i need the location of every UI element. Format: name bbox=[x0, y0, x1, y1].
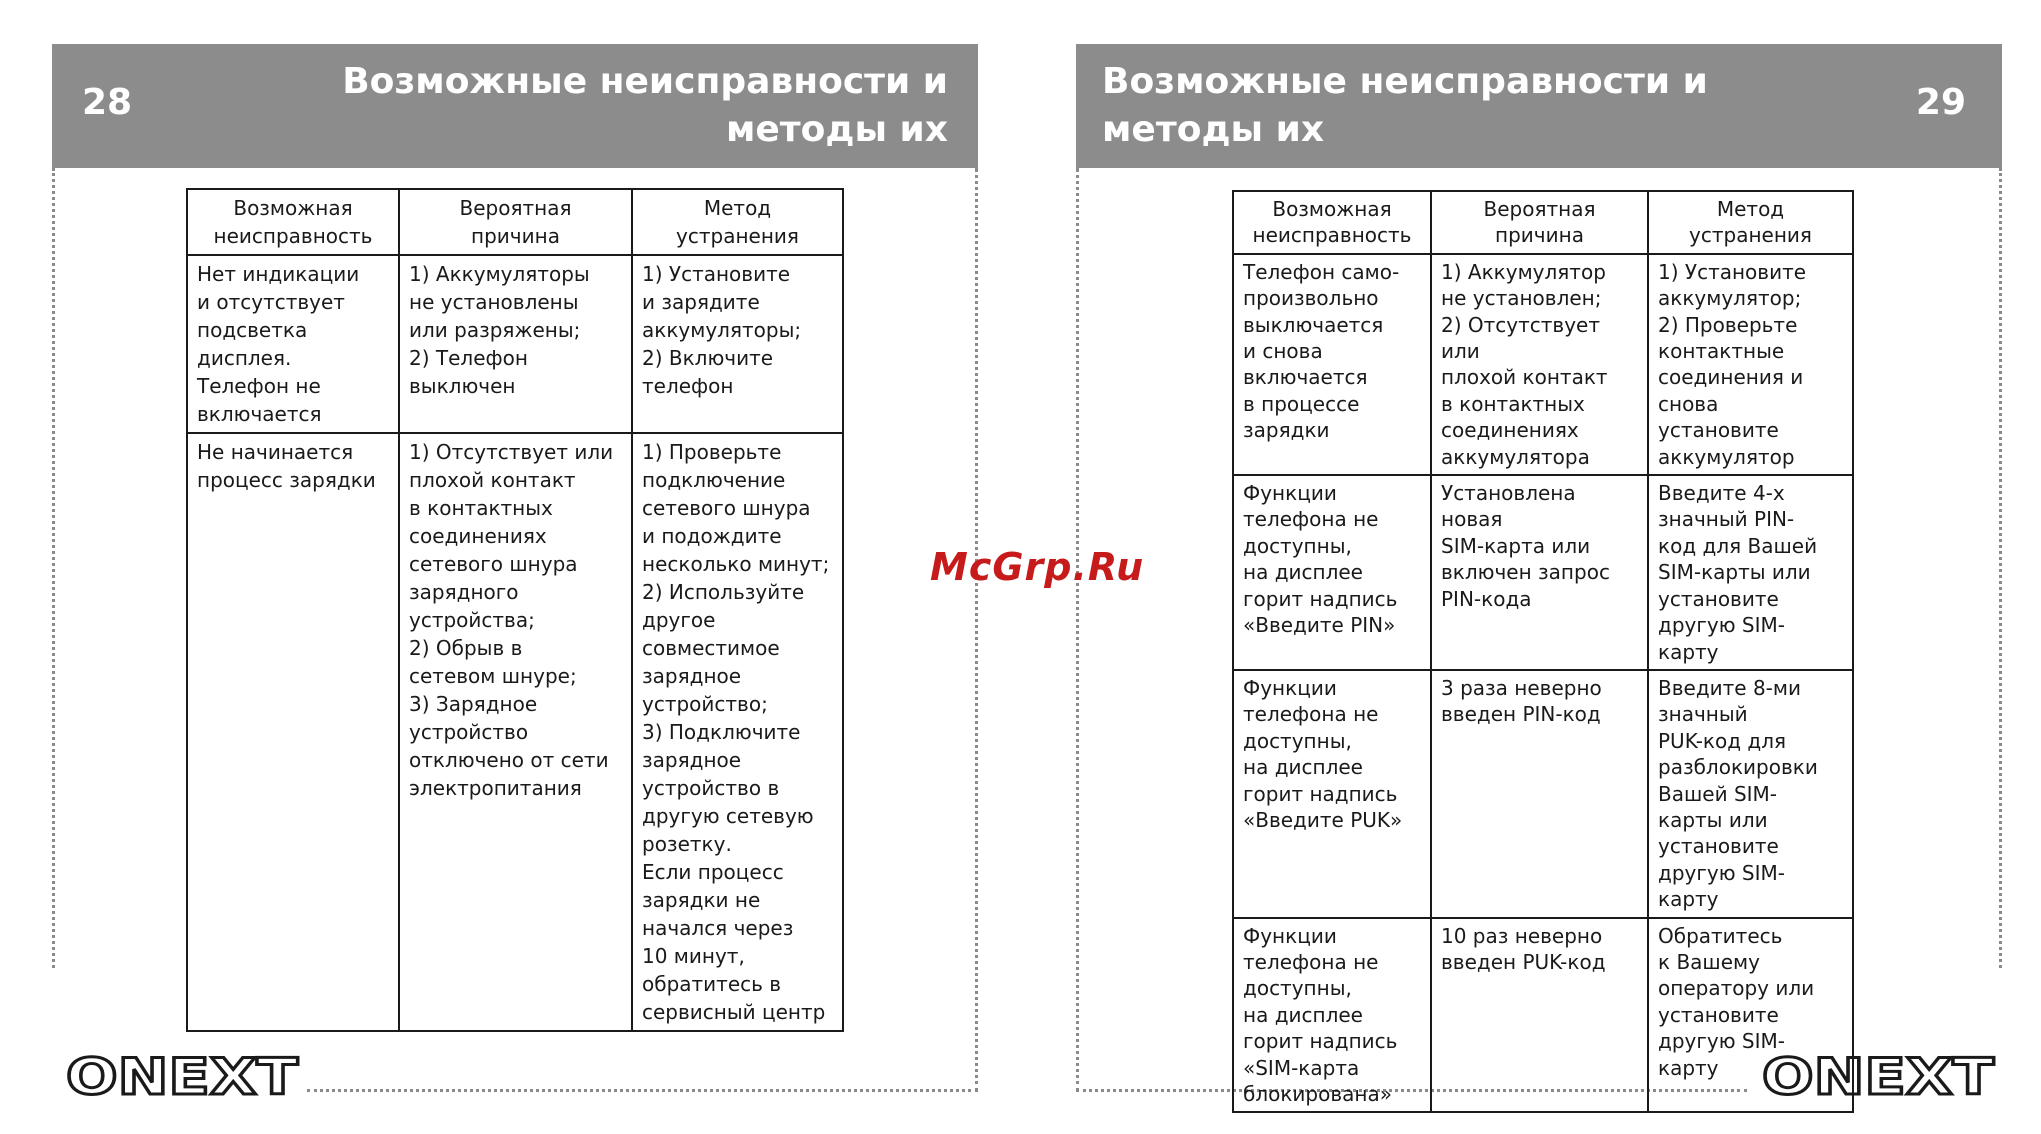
table-row bbox=[1233, 670, 1853, 918]
table-cell: 1) Аккумуляторы не установлены или разряжены; 2) Телефон выключен bbox=[399, 255, 632, 433]
column-header-cause: Вероятная причина bbox=[1431, 191, 1648, 254]
table-cell: Введите 8-ми значный PUK-код для разблокировки Вашей SIM- карты или установите другую SIM-карту bbox=[1648, 670, 1853, 918]
table-row bbox=[1233, 475, 1853, 670]
troubleshooting-table bbox=[186, 188, 844, 1032]
table-cell: Нет индикации и отсутствует подсветка дисплея. Телефон не включается bbox=[187, 255, 399, 433]
table-cell: 1) Установите аккумулятор; 2) Проверьте контактные соединения и снова установите аккумулятор bbox=[1648, 254, 1853, 475]
table-cell: 1) Аккумулятор не установлен; 2) Отсутствует или плохой контакт в контактных соединениях аккумулятора bbox=[1431, 254, 1648, 475]
column-header-fault: Возможная неисправность bbox=[1233, 191, 1431, 254]
table-row bbox=[187, 255, 843, 433]
column-header-remedy: Метод устранения bbox=[1648, 191, 1853, 254]
column-header-remedy: Метод устранения bbox=[632, 189, 843, 255]
watermark-text: McGrp.Ru bbox=[930, 545, 1145, 589]
table-cell: Обратитесь к Вашему оператору или установите другую SIM-карту bbox=[1648, 918, 1853, 1113]
right-page bbox=[1076, 44, 2002, 1106]
page-title: Возможные неисправности и методы их устранения bbox=[342, 61, 948, 198]
table-cell: 10 раз неверно введен PUK-код bbox=[1431, 918, 1648, 1113]
table-cell: Введите 4-х значный PIN- код для Вашей SIM-карты или установите другую SIM-карту bbox=[1648, 475, 1853, 670]
dotted-border-left bbox=[52, 168, 55, 968]
table-row bbox=[1233, 918, 1853, 1113]
table-cell: Телефон само- произвольно выключается и снова включается в процессе зарядки bbox=[1233, 254, 1431, 475]
column-header-cause: Вероятная причина bbox=[399, 189, 632, 255]
table-cell: Функции телефона не доступны, на дисплее горит надпись «SIM-карта блокирована» bbox=[1233, 918, 1431, 1113]
page-header bbox=[52, 44, 978, 198]
page-number: 29 bbox=[1915, 82, 1966, 123]
table-cell: Функции телефона не доступны, на дисплее горит надпись «Введите PIN» bbox=[1233, 475, 1431, 670]
table-cell: 3 раза неверно введен PIN-код bbox=[1431, 670, 1648, 918]
page-title: Возможные неисправности и методы их устранения bbox=[1102, 61, 1708, 198]
column-header-fault: Возможная неисправность bbox=[187, 189, 399, 255]
page-header bbox=[1076, 44, 2002, 198]
dotted-border-left bbox=[1076, 168, 1079, 1092]
brand-logo bbox=[66, 1052, 302, 1102]
troubleshooting-table bbox=[1232, 190, 1854, 1113]
page-number: 28 bbox=[82, 82, 133, 123]
table-cell: Установлена новая SIM-карта или включен запрос PIN-кода bbox=[1431, 475, 1648, 670]
table-cell: 1) Отсутствует или плохой контакт в контактных соединениях сетевого шнура зарядного устройства; 2) Обрыв в сетевом шнуре; 3) Зарядное устройство отключено от сети электропитания bbox=[399, 433, 632, 1031]
dotted-border-right bbox=[975, 168, 978, 1092]
table-row bbox=[187, 433, 843, 1031]
left-page bbox=[52, 44, 978, 1102]
table-row bbox=[1233, 254, 1853, 475]
table-cell: 1) Установите и зарядите аккумуляторы; 2) Включите телефон bbox=[632, 255, 843, 433]
table-cell: Функции телефона не доступны, на дисплее горит надпись «Введите PUK» bbox=[1233, 670, 1431, 918]
dotted-border-bottom bbox=[307, 1089, 978, 1092]
table-header-row bbox=[1233, 191, 1853, 254]
dotted-border-right bbox=[1999, 168, 2002, 968]
onext-logo-icon bbox=[66, 1052, 302, 1102]
brand-logo bbox=[1762, 1052, 1998, 1102]
table-cell: 1) Проверьте подключение сетевого шнура и подождите несколько минут; 2) Используйте другое совместимое зарядное устройство; 3) Подключите зарядное устройство в другую сетевую розетку. Если процесс зарядки не начался через 10 минут, обратитесь в сервисный центр bbox=[632, 433, 843, 1031]
onext-logo-icon bbox=[1762, 1052, 1998, 1102]
table-header-row bbox=[187, 189, 843, 255]
logo-text: ONEXT bbox=[66, 1052, 298, 1102]
table-cell: Не начинается процесс зарядки bbox=[187, 433, 399, 1031]
logo-text: ONEXT bbox=[1762, 1052, 1994, 1102]
